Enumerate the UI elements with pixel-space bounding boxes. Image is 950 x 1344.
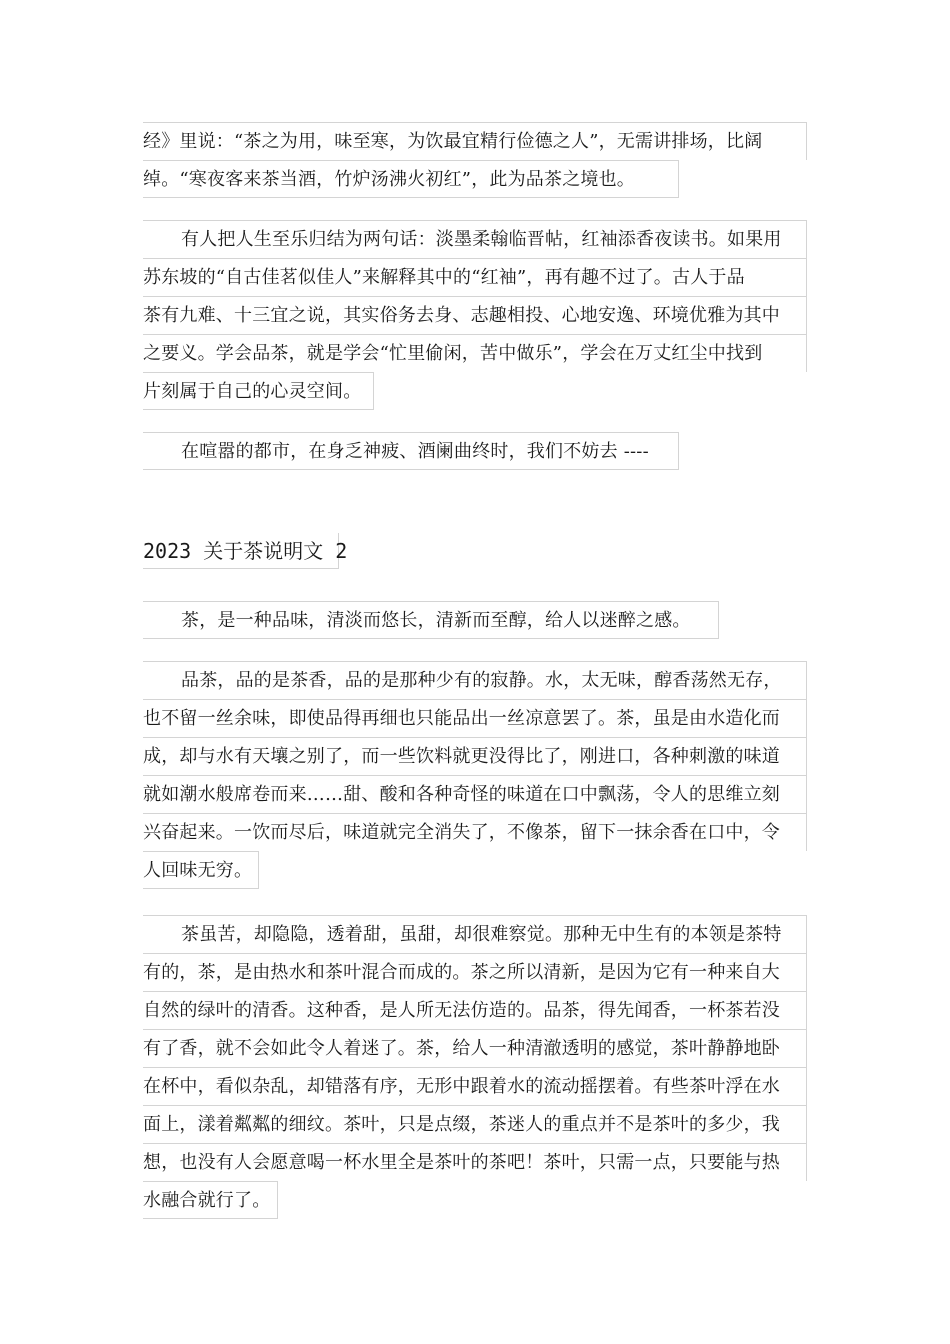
text-line: 经》里说：“茶之为用，味至寒，为饮最宜精行俭德之人”，无需讲排场，比阔 <box>143 122 807 160</box>
text-line: 自然的绿叶的清香。这种香，是人所无法仿造的。品茶，得先闻香，一杯茶若没 <box>143 991 807 1029</box>
text-line: 面上，漾着粼粼的细纹。茶叶，只是点缀，茶迷人的重点并不是茶叶的多少，我 <box>143 1105 807 1143</box>
text-line: 在杯中，看似杂乱，却错落有序，无形中跟着水的流动摇摆着。有些茶叶浮在水 <box>143 1067 807 1105</box>
text-line: 也不留一丝余味，即使品得再细也只能品出一丝凉意罢了。茶，虽是由水造化而 <box>143 699 807 737</box>
text-line: 片刻属于自己的心灵空间。 <box>143 372 374 410</box>
text-line: 茶虽苦，却隐隐，透着甜，虽甜，却很难察觉。那种无中生有的本领是茶特 <box>143 915 807 953</box>
section-heading: 2023 关于茶说明文 2 <box>143 533 339 569</box>
text-line: 茶有九难、十三宜之说，其实俗务去身、志趣相投、心地安逸、环境优雅为其中 <box>143 296 807 334</box>
text-line: 就如潮水般席卷而来……甜、酸和各种奇怪的味道在口中飘荡，令人的思维立刻 <box>143 775 807 813</box>
text-line: 人回味无穷。 <box>143 851 259 889</box>
text-line: 茶，是一种品味，清淡而悠长，清新而至醇，给人以迷醉之感。 <box>143 601 719 639</box>
text-line: 想，也没有人会愿意喝一杯水里全是茶叶的茶吧！茶叶，只需一点，只要能与热 <box>143 1143 807 1181</box>
text-line: 有了香，就不会如此令人着迷了。茶，给人一种清澈透明的感觉，茶叶静静地卧 <box>143 1029 807 1067</box>
text-line: 水融合就行了。 <box>143 1181 278 1219</box>
text-line: 苏东坡的“自古佳茗似佳人”来解释其中的“红袖”，再有趣不过了。古人于品 <box>143 258 807 296</box>
paragraph-2 <box>143 220 807 410</box>
text-line: 绰。“寒夜客来茶当酒，竹炉汤沸火初红”，此为品茶之境也。 <box>143 160 679 198</box>
text-line: 之要义。学会品茶，就是学会“忙里偷闲，苦中做乐”，学会在万丈红尘中找到 <box>143 334 807 372</box>
text-line: 有的，茶，是由热水和茶叶混合而成的。茶之所以清新，是因为它有一种来自大 <box>143 953 807 991</box>
text-line: 兴奋起来。一饮而尽后，味道就完全消失了，不像茶，留下一抹余香在口中，令 <box>143 813 807 851</box>
text-line: 品茶，品的是茶香，品的是那种少有的寂静。水，太无味，醇香荡然无存， <box>143 661 807 699</box>
paragraph-1 <box>143 122 807 198</box>
text-line: 有人把人生至乐归结为两句话：淡墨柔翰临晋帖，红袖添香夜读书。如果用 <box>143 220 807 258</box>
paragraph-3 <box>143 432 679 470</box>
paragraph-5 <box>143 661 807 889</box>
paragraph-4 <box>143 601 719 639</box>
text-line: 在喧嚣的都市，在身乏神疲、酒阑曲终时，我们不妨去 ---- <box>143 432 679 470</box>
text-line: 成，却与水有天壤之别了，而一些饮料就更没得比了，刚进口，各种刺激的味道 <box>143 737 807 775</box>
paragraph-6 <box>143 915 807 1219</box>
